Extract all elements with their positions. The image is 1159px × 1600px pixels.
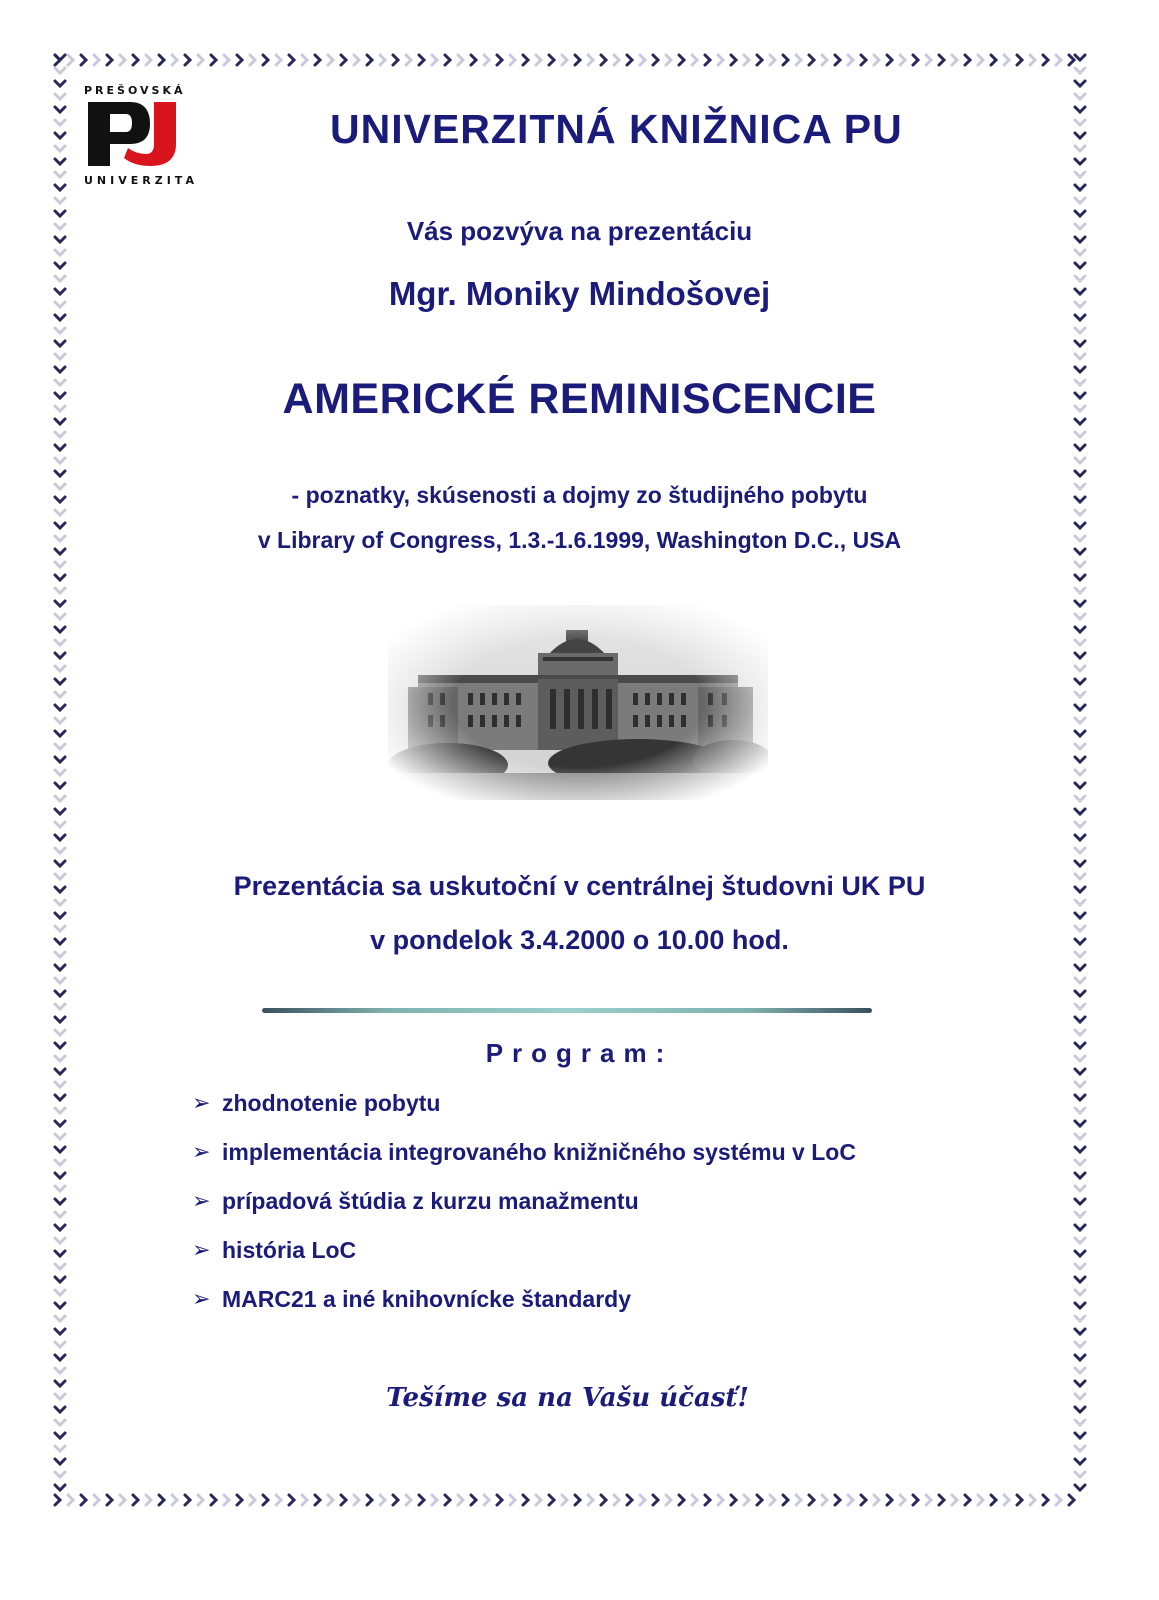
arrow-bullet-icon: ➢ bbox=[192, 1237, 211, 1262]
program-item: ➢ história LoC bbox=[192, 1237, 357, 1263]
closing-message: Tešíme sa na Vašu účasť! bbox=[386, 1383, 749, 1413]
program-heading: Program: bbox=[485, 1038, 674, 1068]
logo-top-text: PREŠOVSKÁ bbox=[84, 84, 186, 97]
arrow-bullet-icon: ➢ bbox=[192, 1090, 211, 1115]
event-place: Prezentácia sa uskutoční v centrálnej študovni UK PU bbox=[233, 871, 926, 901]
invitation-line: Vás pozvýva na prezentáciu bbox=[406, 216, 753, 246]
arrow-bullet-icon: ➢ bbox=[192, 1286, 211, 1311]
program-item: ➢ prípadová štúdia z kurzu manažmentu bbox=[192, 1188, 639, 1214]
program-item: ➢ implementácia integrovaného knižničného systému v LoC bbox=[192, 1139, 856, 1165]
logo-bottom-text: UNIVERZITA bbox=[84, 174, 198, 187]
presentation-title: AMERICKÉ REMINISCENCIE bbox=[282, 375, 877, 423]
library-of-congress-photo bbox=[388, 605, 768, 800]
event-date: v pondelok 3.4.2000 o 10.00 hod. bbox=[370, 925, 789, 955]
program-list bbox=[192, 1090, 856, 1335]
arrow-bullet-icon: ➢ bbox=[192, 1139, 211, 1164]
university-logo bbox=[84, 98, 196, 170]
program-item: ➢ zhodnotenie pobytu bbox=[192, 1090, 441, 1116]
subtitle-line-1: - poznatky, skúsenosti a dojmy zo študijného pobytu bbox=[291, 482, 868, 508]
speaker-name: Mgr. Moniky Mindošovej bbox=[388, 275, 771, 312]
arrow-bullet-icon: ➢ bbox=[192, 1188, 211, 1213]
section-divider bbox=[262, 1008, 872, 1013]
program-item: ➢ MARC21 a iné knihovnícke štandardy bbox=[192, 1286, 632, 1312]
subtitle-line-2: v Library of Congress, 1.3.-1.6.1999, Washington D.C., USA bbox=[257, 527, 902, 553]
library-title: UNIVERZITNÁ KNIŽNICA PU bbox=[330, 106, 903, 152]
